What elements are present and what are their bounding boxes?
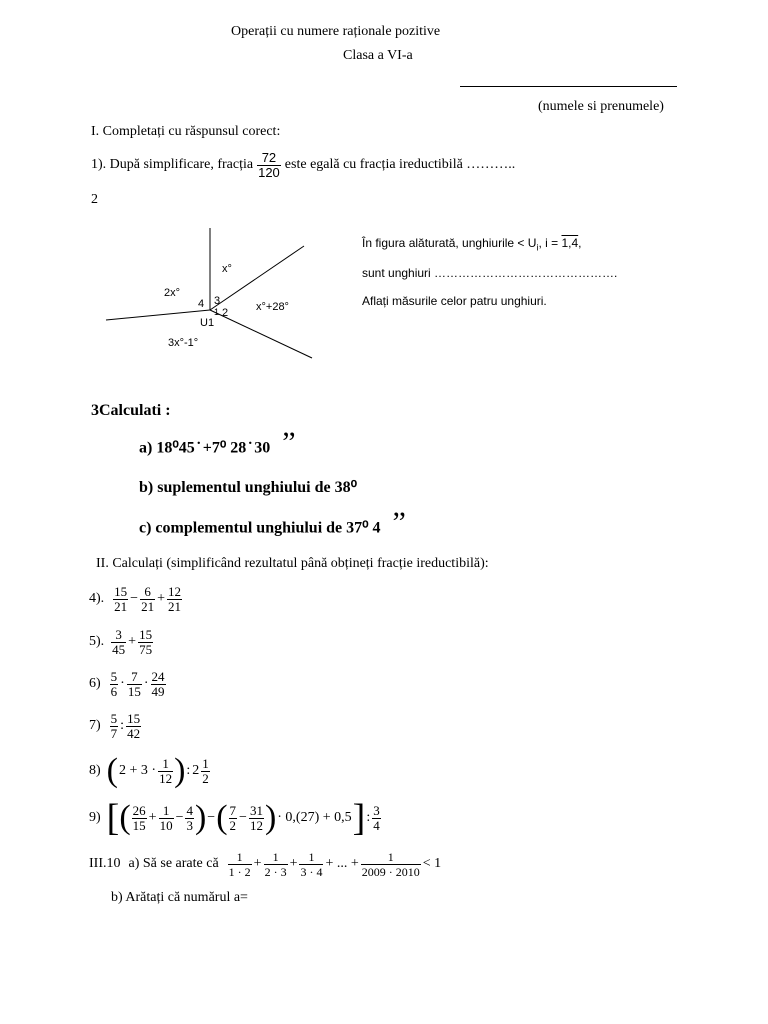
ex6-b-den: 15 xyxy=(127,683,141,699)
label-x-plus-28: x°+28° xyxy=(256,301,289,313)
label-u1: U1 xyxy=(200,317,215,329)
ex9-colon: : xyxy=(366,810,371,825)
name-label: (numele si prenumele) xyxy=(538,99,664,114)
ex9-c-num: 4 xyxy=(186,802,193,818)
q3-a-seconds-mark: ” xyxy=(282,426,296,459)
ex5-op1: + xyxy=(128,634,137,649)
q3-heading: 3Calculati : xyxy=(91,402,171,419)
ex9-a-num: 26 xyxy=(132,802,146,818)
ex4-op1: − xyxy=(130,591,139,606)
ex9-open-paren-2: ( xyxy=(216,799,228,836)
ex8-frac-a xyxy=(158,757,173,786)
exercise-8 xyxy=(89,752,211,790)
ex6-b-num: 7 xyxy=(127,670,142,685)
ex6-a-den: 6 xyxy=(110,683,118,699)
ex10-t1-num: 1 xyxy=(228,850,252,865)
ex10-label: III.10 xyxy=(89,856,121,871)
ex4-frac-b xyxy=(140,585,155,614)
ex10-dots: + ... + xyxy=(325,856,359,871)
label-x: x° xyxy=(222,263,232,275)
q2-line1-end: , xyxy=(578,236,582,250)
ex6-c-den: 49 xyxy=(151,683,165,699)
ex10-t3-num: 1 xyxy=(299,850,323,865)
angles-figure xyxy=(100,222,330,362)
ex7-op1: : xyxy=(120,718,125,733)
ex7-label: 7) xyxy=(89,718,101,733)
ex8-a-den: 12 xyxy=(159,770,173,786)
q1-suffix: este egală cu fracția ireductibilă ……….. xyxy=(284,157,516,172)
q3-c xyxy=(139,506,406,544)
ex10a-prefix: a) Să se arate că xyxy=(128,856,219,871)
label-2x: 2x° xyxy=(164,287,181,299)
exercise-4 xyxy=(89,582,183,616)
ex5-b-num: 15 xyxy=(139,626,153,642)
ex9-close-paren-1: ) xyxy=(194,799,207,836)
ex9-e-num: 31 xyxy=(249,802,263,818)
ex9-b-num: 1 xyxy=(159,804,174,819)
ex7-a-den: 7 xyxy=(110,725,118,741)
ex9-open-paren-1: ( xyxy=(119,799,131,836)
exercise-5 xyxy=(89,625,154,659)
ex6-c-num: 24 xyxy=(151,668,165,684)
ex4-label: 4). xyxy=(89,591,105,606)
ex6-a-num: 5 xyxy=(110,668,118,684)
ex9-c-den: 3 xyxy=(186,817,193,833)
ex10-t2-num: 1 xyxy=(264,850,288,865)
ex9-open-bracket: [ xyxy=(106,797,120,839)
ex9-close-paren-2: ) xyxy=(264,799,277,836)
ex9-frac-b xyxy=(159,804,174,833)
ex6-label: 6) xyxy=(89,676,101,691)
ex5-label: 5). xyxy=(89,634,105,649)
ex7-b-den: 42 xyxy=(127,725,141,741)
ex10-term-3 xyxy=(299,850,323,879)
ex6-op2: · xyxy=(143,676,149,691)
ex9-frac-d xyxy=(229,804,238,833)
section-1-heading: I. Completați cu răspunsul corect: xyxy=(91,124,281,139)
ex4-frac-c xyxy=(167,585,182,614)
ex7-frac-b xyxy=(126,712,141,741)
ex10-t3-den: 3 · 4 xyxy=(300,864,323,879)
q3-b: b) suplementul unghiului de 38⁰ xyxy=(139,479,358,496)
ex8-close-paren: ) xyxy=(174,752,186,789)
q1-fraction xyxy=(257,151,281,180)
ex8-whole: 2 xyxy=(192,763,200,778)
ex8-frac-b xyxy=(201,757,210,786)
ex4-op2: + xyxy=(157,591,165,606)
ex10-t4-den: 2009 · 2010 xyxy=(361,864,420,879)
ex5-a-den: 45 xyxy=(112,641,126,657)
label-3x-minus-1: 3x°-1° xyxy=(168,337,199,349)
exercise-10b: b) Arătați că numărul a= xyxy=(111,890,248,905)
label-angle-3: 3 xyxy=(214,295,221,307)
ex9-e-den: 12 xyxy=(249,817,263,833)
ex5-frac-b xyxy=(138,628,153,657)
ex10-less-than: < 1 xyxy=(422,856,442,871)
ex6-frac-a xyxy=(110,670,119,699)
exercise-10a: III.10 a) Să se arate că $\frac{1}{1 \cdot 2}$ + $\frac{1}{2 \cdot 3}$ + $\frac{1}{3 \cdot 4}$ + ... + $\frac{1}{2009 \cdot 2010}$ < 1 xyxy=(89,849,442,879)
label-angle-1: 1 xyxy=(214,307,220,317)
ex8-b-num: 1 xyxy=(202,755,209,771)
exercise-7 xyxy=(89,709,142,743)
ex4-b-num: 6 xyxy=(140,585,155,600)
ex4-c-den: 21 xyxy=(167,598,181,614)
ex9-tail: · 0,(27) + 0,5 xyxy=(277,810,352,825)
ex10-t4-num: 1 xyxy=(361,850,421,865)
ex4-a-num: 15 xyxy=(114,583,128,599)
ex10-term-1 xyxy=(228,850,252,879)
ex9-b-den: 10 xyxy=(159,817,173,833)
exercise-9 xyxy=(89,798,382,838)
ex8-label: 8) xyxy=(89,763,101,778)
ex9-d-den: 2 xyxy=(229,817,237,833)
section-2-heading: II. Calculați (simplificând rezultatul până obțineți fracție ireductibilă): xyxy=(96,556,489,571)
ex5-frac-a xyxy=(111,628,126,657)
ex9-label: 9) xyxy=(89,810,101,825)
class-label: Clasa a VI-a xyxy=(343,48,413,63)
q2-text-line-3: Aflați măsurile celor patru unghiuri. xyxy=(362,294,547,308)
q3-a xyxy=(139,426,296,464)
ex4-frac-a xyxy=(113,585,128,614)
ex10-term-4 xyxy=(361,850,421,879)
q2-line1-range: 1,4 xyxy=(561,236,579,250)
ray-left xyxy=(106,310,210,320)
ex10-t1-den: 1 · 2 xyxy=(228,864,251,879)
q2-line1-sub: i xyxy=(536,242,539,253)
ex8-open-paren: ( xyxy=(106,752,118,789)
ex6-op1: · xyxy=(120,676,125,691)
q2-text-line-1 xyxy=(362,236,582,252)
ex9-frac-f xyxy=(372,804,381,833)
ex9-close-bracket: ] xyxy=(352,797,366,839)
ex9-d-num: 7 xyxy=(229,802,237,818)
ex4-c-num: 12 xyxy=(167,583,181,599)
name-line xyxy=(460,86,677,87)
ex10-t2-den: 2 · 3 xyxy=(264,864,287,879)
ex9-f-num: 3 xyxy=(373,802,380,818)
q3-a-text: a) 18⁰45 ̇ +7⁰ 28 ̇ 30 xyxy=(139,439,271,457)
ex9-op2: − xyxy=(175,810,184,825)
label-angle-4: 4 xyxy=(198,298,205,310)
ex9-op1: + xyxy=(148,810,157,825)
q1-prefix: 1). După simplificare, fracția xyxy=(91,157,254,172)
ex9-a-den: 15 xyxy=(132,817,146,833)
q1-numerator: 72 xyxy=(257,151,281,166)
ex4-a-den: 21 xyxy=(114,598,128,614)
ex7-frac-a xyxy=(110,712,119,741)
ex6-frac-c xyxy=(151,670,166,699)
ex8-text: 2 + 3 · xyxy=(119,763,157,778)
label-angle-2: 2 xyxy=(222,307,229,319)
ex4-b-den: 21 xyxy=(141,598,155,614)
ex9-frac-a xyxy=(132,804,147,833)
q2-line1-prefix: În figura alăturată, unghiurile < U xyxy=(362,236,537,250)
ex5-b-den: 75 xyxy=(139,641,153,657)
ex8-op: : xyxy=(186,763,191,778)
ex7-b-num: 15 xyxy=(127,710,141,726)
q3-c-seconds-mark: ” xyxy=(392,506,406,539)
q2-line1-mid: , i = xyxy=(538,236,559,250)
ex9-frac-e xyxy=(249,804,264,833)
ex6-frac-b xyxy=(127,670,142,699)
document-title: Operații cu numere raționale pozitive xyxy=(231,24,441,39)
ex9-op3: − xyxy=(239,810,247,825)
ex9-frac-c xyxy=(185,804,194,833)
ex8-b-den: 2 xyxy=(202,770,209,786)
question-1 xyxy=(91,148,515,182)
q3-c-text: c) complementul unghiului de 37⁰ 4 xyxy=(139,519,381,537)
ex10-term-2 xyxy=(264,850,288,879)
q2-text-line-2: sunt unghiuri ………………………………………. xyxy=(362,266,618,280)
ex9-minus: − xyxy=(207,810,216,825)
exercise-6 xyxy=(89,667,167,701)
ex7-a-num: 5 xyxy=(110,710,118,726)
q1-denominator: 120 xyxy=(258,164,280,180)
question-2-number: 2 xyxy=(91,192,98,207)
ex9-f-den: 4 xyxy=(373,817,380,833)
ex5-a-num: 3 xyxy=(111,628,126,643)
ex8-a-num: 1 xyxy=(158,757,173,772)
